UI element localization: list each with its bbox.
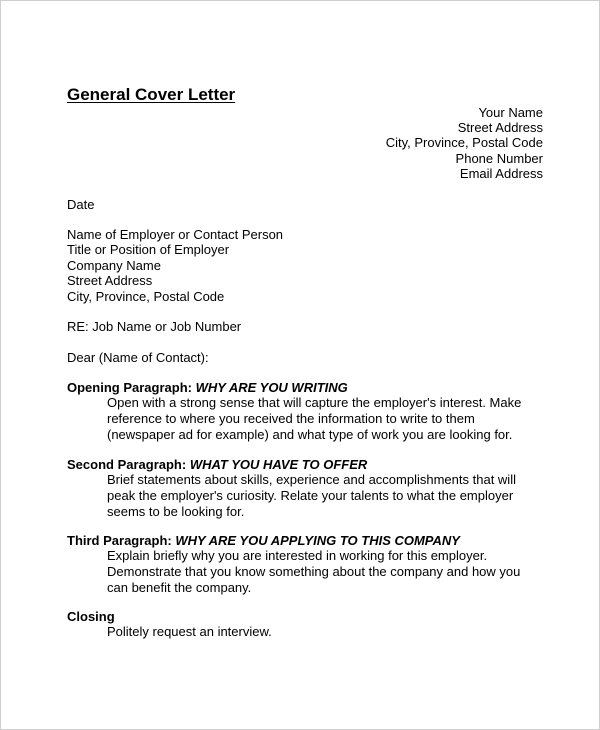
- body-line: Brief statements about skills, experience and accomplishments that will: [107, 472, 516, 488]
- body-line: (newspaper ad for example) and what type of work you are looking for.: [107, 426, 513, 442]
- body-line: Explain briefly why you are interested in working for this employer.: [107, 548, 488, 564]
- section-heading: [67, 609, 272, 624]
- recipient-street: Street Address: [67, 273, 153, 289]
- body-line: reference to where you received the information to write to them: [107, 411, 475, 426]
- body-line: Politely request an interview.: [107, 624, 272, 640]
- body-line: peak the employer's curiosity. Relate your talents to what the employer: [107, 488, 514, 503]
- recipient-city: City, Province, Postal Code: [67, 288, 225, 304]
- section-body: [67, 472, 516, 519]
- recipient-title: Title or Position of Employer: [67, 242, 230, 258]
- second-paragraph-section: [67, 457, 516, 519]
- section-body: [67, 548, 520, 595]
- salutation: Dear (Name of Contact):: [67, 350, 209, 365]
- body-line: seems to be looking for.: [107, 503, 245, 519]
- sender-street: Street Address: [457, 120, 543, 136]
- sender-email: Email Address: [459, 165, 543, 181]
- opening-paragraph-section: [67, 380, 521, 442]
- section-emphasis: WHY ARE YOU WRITING: [195, 380, 348, 395]
- body-line: Open with a strong sense that will capture the employer's interest. Make: [107, 395, 522, 411]
- section-body: [67, 395, 521, 442]
- body-line: can benefit the company.: [107, 579, 252, 595]
- sender-address-block: [386, 105, 543, 181]
- recipient-name: Name of Employer or Contact Person: [67, 227, 284, 242]
- recipient-address-block: [67, 227, 283, 304]
- sender-name: Your Name: [478, 105, 543, 120]
- section-label: Opening Paragraph:: [67, 380, 192, 395]
- closing-section: [67, 609, 272, 640]
- section-heading: [67, 457, 516, 472]
- sender-city: City, Province, Postal Code: [385, 135, 543, 151]
- section-body: [67, 624, 272, 640]
- recipient-company: Company Name: [67, 257, 161, 273]
- section-label: Closing: [67, 609, 115, 624]
- section-emphasis: WHY ARE YOU APPLYING TO THIS COMPANY: [175, 533, 460, 548]
- section-heading: [67, 533, 520, 548]
- sender-phone: Phone Number: [455, 150, 543, 166]
- third-paragraph-section: [67, 533, 520, 595]
- section-label: Third Paragraph:: [67, 533, 172, 548]
- re-line: RE: Job Name or Job Number: [67, 319, 242, 334]
- date-line: Date: [67, 197, 95, 212]
- section-label: Second Paragraph:: [67, 457, 187, 472]
- section-emphasis: WHAT YOU HAVE TO OFFER: [189, 457, 368, 472]
- body-line: Demonstrate that you know something about the company and how you: [107, 564, 521, 579]
- page-title: General Cover Letter: [67, 85, 236, 104]
- section-heading: [67, 380, 521, 395]
